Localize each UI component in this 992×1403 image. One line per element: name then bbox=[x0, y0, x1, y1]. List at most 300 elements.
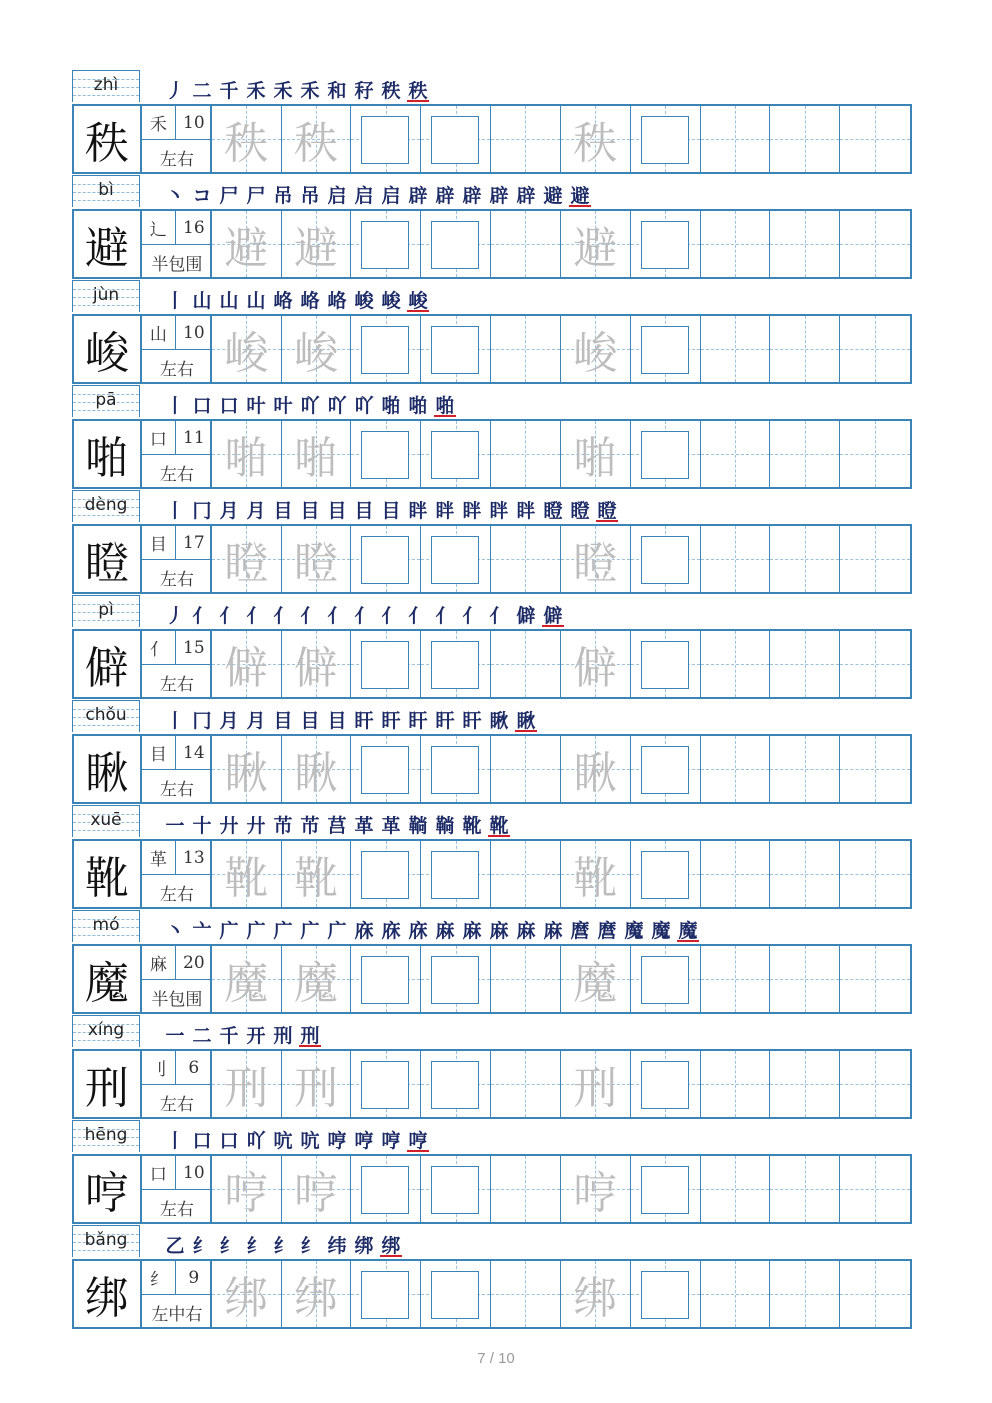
stroke-step: 哼 bbox=[327, 1130, 347, 1152]
tracing-character: 刑 bbox=[294, 1063, 339, 1114]
stroke-step: 丿 bbox=[165, 80, 185, 102]
pinyin-row bbox=[72, 805, 912, 839]
pinyin-text: mó bbox=[92, 915, 120, 935]
stroke-step: 辟 bbox=[435, 185, 455, 207]
structure: 左右 bbox=[159, 569, 194, 590]
writing-grid bbox=[72, 944, 912, 1014]
pinyin-box bbox=[72, 490, 140, 522]
cell-guide-line bbox=[491, 979, 560, 980]
tracing-character: 刑 bbox=[224, 1063, 269, 1114]
pinyin-box bbox=[72, 175, 140, 207]
model-character: 避 bbox=[74, 211, 142, 277]
tracing-character: 峻 bbox=[573, 328, 618, 379]
character-entry bbox=[72, 385, 912, 490]
stroke-step: 刑 bbox=[273, 1025, 293, 1047]
writing-grid bbox=[72, 104, 912, 174]
stroke-order bbox=[164, 496, 618, 522]
pinyin-box bbox=[72, 1225, 140, 1257]
stroke-count: 10 bbox=[176, 106, 212, 140]
stroke-step: 瞪 bbox=[596, 496, 618, 522]
stroke-step: 山 bbox=[219, 290, 239, 312]
stroke-step: 亻 bbox=[327, 605, 347, 627]
stroke-step: 眫 bbox=[408, 500, 428, 522]
inner-square bbox=[431, 851, 479, 899]
inner-square bbox=[431, 1061, 479, 1109]
stroke-step: 哼 bbox=[354, 1130, 374, 1152]
practice-cell bbox=[701, 526, 771, 592]
practice-cell bbox=[840, 106, 910, 172]
model-character: 魔 bbox=[74, 946, 142, 1012]
radical: 纟 bbox=[142, 1261, 176, 1295]
practice-cell bbox=[351, 106, 421, 172]
practice-cell bbox=[770, 736, 840, 802]
cell-guide-line bbox=[491, 559, 560, 560]
cell-guide-line bbox=[840, 244, 910, 245]
practice-cell bbox=[561, 631, 631, 697]
cell-guide-line bbox=[840, 1084, 910, 1085]
writing-grid bbox=[72, 314, 912, 384]
inner-square bbox=[431, 431, 479, 479]
cell-guide-line bbox=[840, 139, 910, 140]
model-character: 绑 bbox=[74, 1261, 142, 1327]
stroke-step: 眫 bbox=[489, 500, 509, 522]
practice-cell bbox=[421, 526, 491, 592]
practice-cell bbox=[421, 316, 491, 382]
stroke-step: 瞪 bbox=[570, 500, 590, 522]
model-character: 啪 bbox=[74, 421, 142, 487]
cell-guide-line bbox=[770, 454, 839, 455]
stroke-step: 目 bbox=[381, 500, 401, 522]
stroke-step: 麻 bbox=[489, 920, 509, 942]
cell-guide-line bbox=[840, 559, 910, 560]
stroke-order bbox=[164, 1021, 321, 1047]
stroke-step: 眫 bbox=[462, 500, 482, 522]
practice-cell bbox=[351, 631, 421, 697]
practice-cell bbox=[421, 946, 491, 1012]
stroke-step: 哼 bbox=[407, 1126, 429, 1152]
character-info bbox=[142, 421, 212, 487]
cell-guide-line bbox=[840, 349, 910, 350]
practice-cell bbox=[701, 736, 771, 802]
stroke-step: 和 bbox=[327, 80, 347, 102]
stroke-step: 峻 bbox=[354, 290, 374, 312]
stroke-step: 辟 bbox=[462, 185, 482, 207]
pinyin-box bbox=[72, 385, 140, 417]
radical: 山 bbox=[142, 316, 176, 350]
inner-square bbox=[431, 536, 479, 584]
inner-square bbox=[361, 221, 409, 269]
radical: 目 bbox=[142, 526, 176, 560]
radical: 亻 bbox=[142, 631, 176, 665]
stroke-step: 芇 bbox=[273, 815, 293, 837]
practice-cell bbox=[561, 211, 631, 277]
stroke-step: 一 bbox=[165, 1025, 185, 1047]
stroke-step: 亻 bbox=[489, 605, 509, 627]
pinyin-text: xíng bbox=[87, 1020, 125, 1040]
stroke-step: 麻 bbox=[516, 920, 536, 942]
tracing-character: 靴 bbox=[224, 853, 269, 904]
stroke-step: 目 bbox=[300, 710, 320, 732]
practice-cell bbox=[701, 1156, 771, 1222]
practice-cell bbox=[770, 316, 840, 382]
model-character: 靴 bbox=[74, 841, 142, 907]
character-info bbox=[142, 631, 212, 697]
stroke-count: 10 bbox=[176, 1156, 212, 1190]
tracing-character: 瞪 bbox=[294, 538, 339, 589]
tracing-character: 峻 bbox=[294, 328, 339, 379]
practice-cell bbox=[282, 421, 352, 487]
pinyin-text: pì bbox=[98, 600, 114, 620]
practice-cell bbox=[351, 316, 421, 382]
inner-square bbox=[641, 1271, 689, 1319]
stroke-order bbox=[164, 76, 429, 102]
practice-cell bbox=[282, 1261, 352, 1327]
stroke-count: 17 bbox=[176, 526, 212, 560]
practice-cell bbox=[631, 526, 701, 592]
tracing-character: 哼 bbox=[224, 1168, 269, 1219]
character-info bbox=[142, 211, 212, 277]
tracing-character: 瞅 bbox=[224, 748, 269, 799]
stroke-step: 瞅 bbox=[515, 706, 537, 732]
stroke-step: 魔 bbox=[677, 916, 699, 942]
cell-guide-line bbox=[491, 454, 560, 455]
stroke-step: 鞝 bbox=[408, 815, 428, 837]
stroke-step: 目 bbox=[300, 500, 320, 522]
practice-cell bbox=[840, 211, 910, 277]
inner-square bbox=[641, 221, 689, 269]
inner-square bbox=[361, 1061, 409, 1109]
stroke-step: 廾 bbox=[219, 815, 239, 837]
cell-guide-line bbox=[770, 1294, 839, 1295]
practice-cell bbox=[282, 1156, 352, 1222]
pinyin-text: dèng bbox=[84, 495, 128, 515]
practice-cell bbox=[770, 631, 840, 697]
inner-square bbox=[361, 746, 409, 794]
cell-guide-line bbox=[491, 874, 560, 875]
tracing-character: 魔 bbox=[224, 958, 269, 1009]
stroke-step: 吊 bbox=[273, 185, 293, 207]
stroke-step: 瞪 bbox=[543, 500, 563, 522]
character-entry bbox=[72, 700, 912, 805]
practice-cell bbox=[701, 946, 771, 1012]
inner-square bbox=[641, 536, 689, 584]
pinyin-text: zhì bbox=[93, 75, 119, 95]
stroke-step: 避 bbox=[569, 181, 591, 207]
stroke-step: 启 bbox=[354, 185, 374, 207]
stroke-step: 鞝 bbox=[435, 815, 455, 837]
practice-cell bbox=[770, 421, 840, 487]
stroke-step: 广 bbox=[246, 920, 266, 942]
stroke-step: 麿 bbox=[597, 920, 617, 942]
practice-cell bbox=[212, 946, 282, 1012]
writing-grid bbox=[72, 524, 912, 594]
stroke-step: 二 bbox=[192, 1025, 212, 1047]
pinyin-guide-line bbox=[73, 935, 139, 936]
stroke-step: 山 bbox=[246, 290, 266, 312]
stroke-step: 叶 bbox=[273, 395, 293, 417]
tracing-character: 秩 bbox=[224, 118, 269, 169]
cell-guide-line bbox=[701, 1189, 770, 1190]
stroke-step: 启 bbox=[381, 185, 401, 207]
cell-guide-line bbox=[770, 1084, 839, 1085]
tracing-character: 啪 bbox=[294, 433, 339, 484]
practice-cell bbox=[421, 1156, 491, 1222]
practice-cell bbox=[631, 106, 701, 172]
practice-cell bbox=[631, 946, 701, 1012]
tracing-character: 啪 bbox=[573, 433, 618, 484]
practice-cell bbox=[491, 1051, 561, 1117]
stroke-step: 冂 bbox=[192, 500, 212, 522]
cell-guide-line bbox=[701, 139, 770, 140]
structure: 左右 bbox=[159, 779, 194, 800]
stroke-step: 革 bbox=[354, 815, 374, 837]
practice-cell bbox=[491, 526, 561, 592]
practice-cell bbox=[840, 1051, 910, 1117]
character-info bbox=[142, 1156, 212, 1222]
structure: 左右 bbox=[159, 359, 194, 380]
practice-cell bbox=[212, 631, 282, 697]
stroke-step: 目 bbox=[273, 500, 293, 522]
model-character: 秩 bbox=[74, 106, 142, 172]
pinyin-row bbox=[72, 910, 912, 944]
stroke-step: 吊 bbox=[300, 185, 320, 207]
practice-cell bbox=[561, 106, 631, 172]
practice-cell bbox=[491, 1156, 561, 1222]
inner-square bbox=[641, 746, 689, 794]
practice-cell bbox=[561, 841, 631, 907]
cell-guide-line bbox=[491, 769, 560, 770]
practice-cell bbox=[421, 631, 491, 697]
stroke-count: 14 bbox=[176, 736, 212, 770]
cell-guide-line bbox=[701, 559, 770, 560]
cell-guide-line bbox=[701, 244, 770, 245]
radical: 革 bbox=[142, 841, 176, 875]
character-entry bbox=[72, 490, 912, 595]
practice-cell bbox=[421, 421, 491, 487]
stroke-step: 口 bbox=[219, 1130, 239, 1152]
practice-cell bbox=[282, 106, 352, 172]
stroke-step: 亻 bbox=[219, 605, 239, 627]
stroke-order bbox=[164, 1231, 402, 1257]
stroke-step: 亻 bbox=[435, 605, 455, 627]
pinyin-row bbox=[72, 700, 912, 734]
practice-cell bbox=[351, 736, 421, 802]
tracing-character: 绑 bbox=[224, 1273, 269, 1324]
radical: 口 bbox=[142, 1156, 176, 1190]
stroke-step: 丨 bbox=[165, 710, 185, 732]
practice-cell bbox=[491, 1261, 561, 1327]
stroke-step: 尸 bbox=[246, 185, 266, 207]
stroke-step: 吖 bbox=[327, 395, 347, 417]
practice-cell bbox=[212, 736, 282, 802]
practice-cell bbox=[421, 1051, 491, 1117]
radical: 麻 bbox=[142, 946, 176, 980]
writing-grid bbox=[72, 839, 912, 909]
tracing-character: 靴 bbox=[294, 853, 339, 904]
practice-cell bbox=[840, 1156, 910, 1222]
stroke-step: 靴 bbox=[488, 811, 510, 837]
stroke-step: 峈 bbox=[327, 290, 347, 312]
stroke-step: 僻 bbox=[516, 605, 536, 627]
practice-cell bbox=[212, 316, 282, 382]
stroke-step: 口 bbox=[192, 395, 212, 417]
practice-cell bbox=[840, 841, 910, 907]
practice-cell bbox=[491, 841, 561, 907]
cell-guide-line bbox=[491, 664, 560, 665]
stroke-step: 冂 bbox=[192, 710, 212, 732]
stroke-step: 口 bbox=[192, 1130, 212, 1152]
stroke-step: 纟 bbox=[219, 1235, 239, 1257]
stroke-step: 千 bbox=[219, 80, 239, 102]
inner-square bbox=[641, 1166, 689, 1214]
cell-guide-line bbox=[491, 1294, 560, 1295]
pinyin-guide-line bbox=[73, 1040, 139, 1041]
cell-guide-line bbox=[491, 139, 560, 140]
pinyin-row bbox=[72, 280, 912, 314]
practice-cell bbox=[491, 106, 561, 172]
stroke-step: 丶 bbox=[165, 920, 185, 942]
practice-cell bbox=[282, 1051, 352, 1117]
inner-square bbox=[641, 326, 689, 374]
stroke-count: 20 bbox=[176, 946, 212, 980]
practice-cell bbox=[701, 211, 771, 277]
writing-grid bbox=[72, 209, 912, 279]
stroke-step: 亠 bbox=[192, 920, 212, 942]
inner-square bbox=[361, 956, 409, 1004]
practice-cell bbox=[282, 946, 352, 1012]
pinyin-guide-line bbox=[73, 515, 139, 516]
practice-cell bbox=[491, 211, 561, 277]
stroke-step: 秄 bbox=[354, 80, 374, 102]
writing-grid bbox=[72, 1259, 912, 1329]
practice-cell bbox=[840, 1261, 910, 1327]
pinyin-guide-line bbox=[73, 305, 139, 306]
stroke-step: 庥 bbox=[408, 920, 428, 942]
stroke-step: 秩 bbox=[407, 76, 429, 102]
practice-cell bbox=[212, 1051, 282, 1117]
tracing-character: 靴 bbox=[573, 853, 618, 904]
practice-cell bbox=[561, 1156, 631, 1222]
stroke-step: 吭 bbox=[273, 1130, 293, 1152]
inner-square bbox=[361, 431, 409, 479]
tracing-character: 绑 bbox=[573, 1273, 618, 1324]
stroke-step: 广 bbox=[219, 920, 239, 942]
stroke-step: 麿 bbox=[570, 920, 590, 942]
cell-guide-line bbox=[840, 1189, 910, 1190]
cell-guide-line bbox=[770, 139, 839, 140]
stroke-step: 亻 bbox=[354, 605, 374, 627]
practice-cell bbox=[421, 1261, 491, 1327]
practice-cell bbox=[351, 1051, 421, 1117]
practice-cell bbox=[631, 316, 701, 382]
cell-guide-line bbox=[840, 874, 910, 875]
tracing-character: 瞪 bbox=[224, 538, 269, 589]
cell-guide-line bbox=[770, 244, 839, 245]
stroke-step: 丨 bbox=[165, 1130, 185, 1152]
stroke-step: 月 bbox=[246, 710, 266, 732]
pinyin-text: jùn bbox=[92, 285, 120, 305]
pinyin-box bbox=[72, 280, 140, 312]
stroke-count: 10 bbox=[176, 316, 212, 350]
cell-guide-line bbox=[701, 769, 770, 770]
inner-square bbox=[641, 956, 689, 1004]
pinyin-row bbox=[72, 385, 912, 419]
character-info bbox=[142, 1261, 212, 1327]
model-character: 哼 bbox=[74, 1156, 142, 1222]
practice-cell bbox=[282, 841, 352, 907]
stroke-step: 眫 bbox=[435, 500, 455, 522]
stroke-step: 亻 bbox=[462, 605, 482, 627]
practice-cell bbox=[840, 631, 910, 697]
pinyin-row bbox=[72, 1015, 912, 1049]
stroke-step: 靴 bbox=[462, 815, 482, 837]
practice-cell bbox=[491, 421, 561, 487]
character-info bbox=[142, 106, 212, 172]
stroke-step: 禾 bbox=[273, 80, 293, 102]
character-entry bbox=[72, 70, 912, 175]
tracing-character: 魔 bbox=[573, 958, 618, 1009]
cell-guide-line bbox=[491, 1084, 560, 1085]
model-character: 峻 bbox=[74, 316, 142, 382]
structure: 半包围 bbox=[151, 254, 203, 275]
cell-guide-line bbox=[770, 559, 839, 560]
model-character: 刑 bbox=[74, 1051, 142, 1117]
stroke-step: 亻 bbox=[273, 605, 293, 627]
pinyin-guide-line bbox=[73, 410, 139, 411]
cell-guide-line bbox=[840, 664, 910, 665]
stroke-step: 盰 bbox=[462, 710, 482, 732]
stroke-step: 峈 bbox=[300, 290, 320, 312]
cell-guide-line bbox=[840, 1294, 910, 1295]
stroke-step: コ bbox=[192, 185, 212, 207]
tracing-character: 魔 bbox=[294, 958, 339, 1009]
practice-cell bbox=[351, 946, 421, 1012]
stroke-step: 僻 bbox=[542, 601, 564, 627]
practice-cell bbox=[491, 946, 561, 1012]
cell-guide-line bbox=[840, 769, 910, 770]
stroke-count: 6 bbox=[176, 1051, 212, 1085]
pinyin-text: chǒu bbox=[85, 705, 127, 725]
character-entry bbox=[72, 280, 912, 385]
practice-cell bbox=[840, 736, 910, 802]
practice-cell bbox=[631, 211, 701, 277]
stroke-step: 丨 bbox=[165, 500, 185, 522]
practice-cell bbox=[351, 841, 421, 907]
practice-cell bbox=[770, 946, 840, 1012]
pinyin-text: bì bbox=[98, 180, 114, 200]
pinyin-guide-line bbox=[73, 200, 139, 201]
stroke-step: 尸 bbox=[219, 185, 239, 207]
character-entry bbox=[72, 1225, 912, 1330]
pinyin-guide-line bbox=[73, 620, 139, 621]
stroke-step: 目 bbox=[354, 500, 374, 522]
practice-cell bbox=[282, 316, 352, 382]
tracing-character: 啪 bbox=[224, 433, 269, 484]
stroke-step: 眫 bbox=[516, 500, 536, 522]
stroke-step: 吖 bbox=[300, 395, 320, 417]
stroke-step: 麻 bbox=[435, 920, 455, 942]
stroke-step: 魔 bbox=[651, 920, 671, 942]
stroke-step: 瞅 bbox=[489, 710, 509, 732]
practice-cell bbox=[631, 421, 701, 487]
pinyin-guide-line bbox=[73, 95, 139, 96]
stroke-step: 秩 bbox=[381, 80, 401, 102]
practice-cell bbox=[701, 1051, 771, 1117]
stroke-count: 15 bbox=[176, 631, 212, 665]
stroke-step: 乙 bbox=[165, 1235, 185, 1257]
radical: 刂 bbox=[142, 1051, 176, 1085]
stroke-step: 广 bbox=[327, 920, 347, 942]
